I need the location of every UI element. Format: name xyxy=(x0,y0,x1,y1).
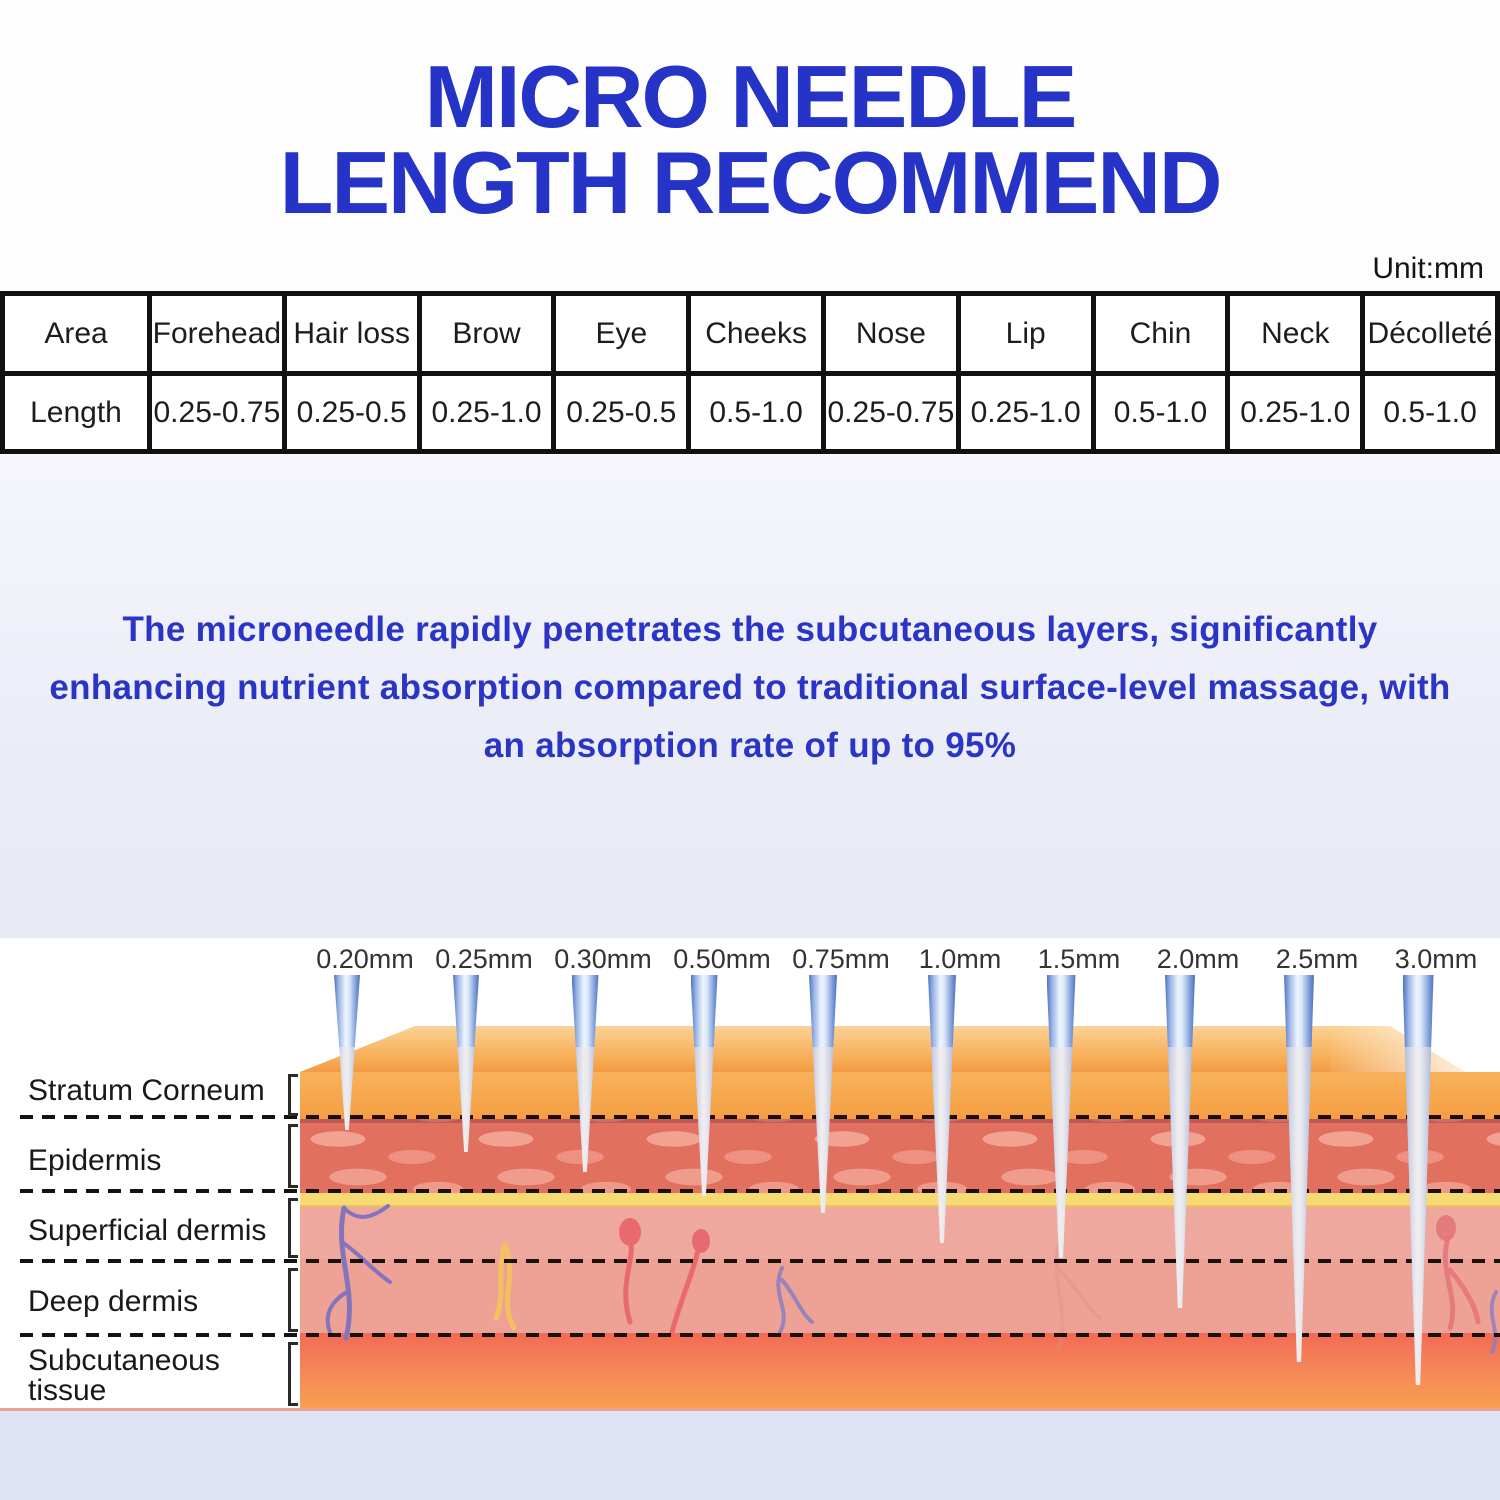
table-cell: Lip xyxy=(958,294,1093,374)
description-line-1: The microneedle rapidly penetrates the subcutaneous layers, significantly xyxy=(122,610,1378,649)
needle-length-label: 2.0mm xyxy=(1156,944,1240,974)
layer-label-superficial-dermis: Superficial dermis xyxy=(28,1214,267,1247)
table-cell: 0.25-0.5 xyxy=(284,374,419,452)
layer-bracket xyxy=(288,1268,298,1332)
table-cell: 0.25-0.75 xyxy=(823,374,958,452)
blood-vessels-illustration xyxy=(300,1200,1500,1408)
table-cell: Length xyxy=(3,374,150,452)
layer-boundary-dashed-line xyxy=(20,1189,1500,1193)
table-cell: Neck xyxy=(1228,294,1363,374)
needle-length-label: 0.20mm xyxy=(316,944,414,974)
description-section xyxy=(0,455,1500,938)
table-cell: Hair loss xyxy=(284,294,419,374)
needle-length-label: 0.25mm xyxy=(435,944,533,974)
table-cell: Décolleté xyxy=(1363,294,1498,374)
table-cell: 0.25-1.0 xyxy=(1228,374,1363,452)
table-cell: Forehead xyxy=(150,294,285,374)
stratum-corneum-layer xyxy=(300,1072,1500,1119)
description-text xyxy=(0,601,1500,775)
needle-length-label: 3.0mm xyxy=(1394,944,1478,974)
table-cell: 0.25-0.5 xyxy=(554,374,689,452)
table-header-row xyxy=(3,294,1498,374)
layer-bracket xyxy=(288,1342,298,1406)
table-cell: Area xyxy=(3,294,150,374)
table-cell: Chin xyxy=(1093,294,1228,374)
table-value-row xyxy=(3,374,1498,452)
table-cell: 0.5-1.0 xyxy=(689,374,824,452)
table-cell: Nose xyxy=(823,294,958,374)
needle-length-label: 0.50mm xyxy=(673,944,771,974)
title-line-2: LENGTH RECOMMEND xyxy=(279,133,1221,232)
bottom-strip xyxy=(0,1408,1500,1500)
table-cell: 0.25-0.75 xyxy=(150,374,285,452)
table-cell: Cheeks xyxy=(689,294,824,374)
layer-label-stratum-corneum: Stratum Corneum xyxy=(28,1074,265,1107)
page-title xyxy=(0,47,1500,232)
description-line-2: enhancing nutrient absorption compared to traditional surface-level massage, with xyxy=(49,668,1451,707)
table-cell: 0.5-1.0 xyxy=(1363,374,1498,452)
epidermis-layer xyxy=(300,1119,1500,1193)
description-line-3: an absorption rate of up to 95% xyxy=(483,726,1017,765)
layer-label-deep-dermis: Deep dermis xyxy=(28,1285,199,1318)
table-cell: Brow xyxy=(419,294,554,374)
skin-top-surface xyxy=(300,1026,1500,1072)
layer-boundary-dashed-line xyxy=(20,1333,1500,1337)
needle-length-label: 1.5mm xyxy=(1037,944,1121,974)
unit-label: Unit:mm xyxy=(1372,252,1484,285)
needle-length-label: 0.30mm xyxy=(554,944,652,974)
layer-label-subcutaneous-tissue: Subcutaneous tissue xyxy=(28,1344,220,1407)
table-cell: 0.25-1.0 xyxy=(419,374,554,452)
table-cell: Eye xyxy=(554,294,689,374)
layer-boundary-dashed-line xyxy=(20,1259,1500,1263)
table-cell: 0.25-1.0 xyxy=(958,374,1093,452)
needle-length-label: 1.0mm xyxy=(918,944,1002,974)
layer-label-epidermis: Epidermis xyxy=(28,1144,162,1177)
layer-bracket xyxy=(288,1074,298,1116)
layer-boundary-dashed-line xyxy=(20,1115,1500,1119)
layer-bracket xyxy=(288,1124,298,1188)
title-line-1: MICRO NEEDLE xyxy=(424,47,1076,146)
needle-length-label: 0.75mm xyxy=(792,944,890,974)
length-recommend-table xyxy=(0,291,1500,454)
needle-length-label: 2.5mm xyxy=(1275,944,1359,974)
table-cell: 0.5-1.0 xyxy=(1093,374,1228,452)
layer-bracket xyxy=(288,1198,298,1258)
